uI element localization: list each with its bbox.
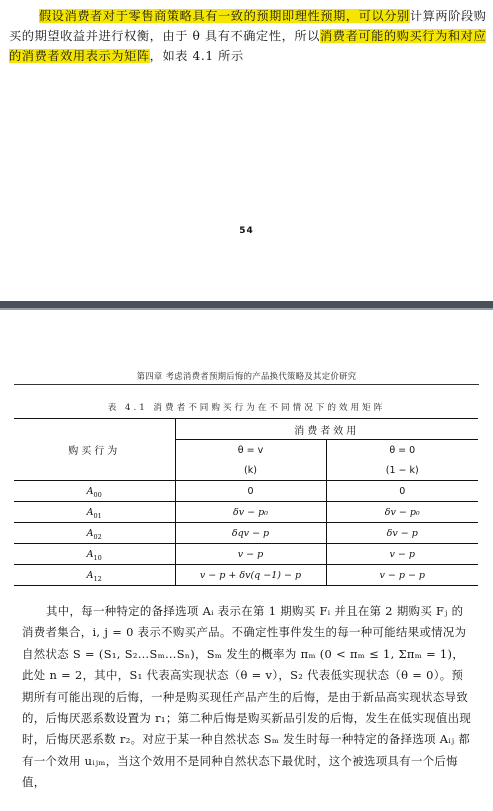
highlighted-text: 假设消费者对于零售商策略具有一致的预期即理性预期，可以分别	[39, 9, 410, 23]
table-cell: 0	[326, 481, 478, 502]
table-cell: v − p − p	[326, 565, 478, 586]
table-cell: δv − p₀	[175, 502, 326, 523]
group-header: 消费者效用	[175, 419, 478, 440]
row-label: $A_{01}$	[14, 502, 175, 523]
row-header: 购买行为	[14, 419, 175, 481]
plain-text: 计算两阶段购买的期望收益并进行权衡，由于 θ 具有不确定性，所以	[9, 9, 487, 43]
table-row	[14, 523, 478, 544]
page-divider	[0, 297, 493, 319]
table-row	[14, 481, 478, 502]
column-state: θ = v	[175, 440, 326, 461]
highlighted-text: 消费者可能的购买行为和对应的消费者效用表示为矩阵	[9, 29, 487, 63]
body-paragraph: 其中，每一种特定的备择选项 Aᵢ 表示在第 1 期购买 Fᵢ 并且在第 2 期购买 Fⱼ 的消费者集合，i, j = 0 表示不购买产品。不确定性事件发生的每一种可能结果或情况为自然状态 S = (S₁, S₂…Sₘ…Sₙ)，Sₘ 发生的概率为 πₘ (0 < πₘ ≤ 1, Σπₘ = 1)，此处 n = 2，其中，S₁ 代表高实现状态（θ = v），S₂ 代表低实现状态（θ = 0）。预期所有可能出现的后悔，一种是购买现任产品产生的后悔，是由于新品高实现状态导致的，后悔厌恶系数设置为 r₁；第二种后悔是购买新品引发的后悔，发生在低实现值出现时，后悔厌恶系数 r₂。对应于某一种自然状态 Sₘ 发生时每一种特定的备择选项 Aᵢⱼ 都有一个效用 uᵢⱼₘ，当这个效用不是同种自然状态下最优时，这个被选项具有一个后悔值，	[22, 604, 472, 790]
table-cell: δv − p	[326, 523, 478, 544]
column-prob: (k)	[175, 460, 326, 481]
plain-text: ，如表 4.1 所示	[149, 49, 244, 63]
table-cell: δv − p₀	[326, 502, 478, 523]
intro-paragraph	[9, 6, 487, 66]
table-cell: 0	[175, 481, 326, 502]
table-caption: 表 4.1 消费者不同购买行为在不同情况下的效用矩阵	[107, 403, 386, 413]
row-label: $A_{02}$	[14, 523, 175, 544]
table-cell: v − p + δv(q −1) − p	[175, 565, 326, 586]
table-header-row	[14, 419, 478, 440]
previous-page	[0, 0, 493, 298]
page-number: 54	[239, 226, 254, 236]
table-row	[14, 544, 478, 565]
row-label: $A_{12}$	[14, 565, 175, 586]
divider-shadow	[0, 308, 493, 310]
row-label: $A_{10}$	[14, 544, 175, 565]
header-rule	[14, 384, 479, 385]
utility-matrix-table	[14, 418, 478, 586]
row-label: $A_{00}$	[14, 481, 175, 502]
table-row	[14, 502, 478, 523]
table-cell: δqv − p	[175, 523, 326, 544]
chapter-header: 第四章 考虑消费者预期后悔的产品换代策略及其定价研究	[136, 371, 357, 381]
table-cell: v − p	[326, 544, 478, 565]
column-prob: (1 − k)	[326, 460, 478, 481]
divider-band	[0, 301, 493, 308]
column-state: θ = 0	[326, 440, 478, 461]
table-cell: v − p	[175, 544, 326, 565]
table-row	[14, 565, 478, 586]
